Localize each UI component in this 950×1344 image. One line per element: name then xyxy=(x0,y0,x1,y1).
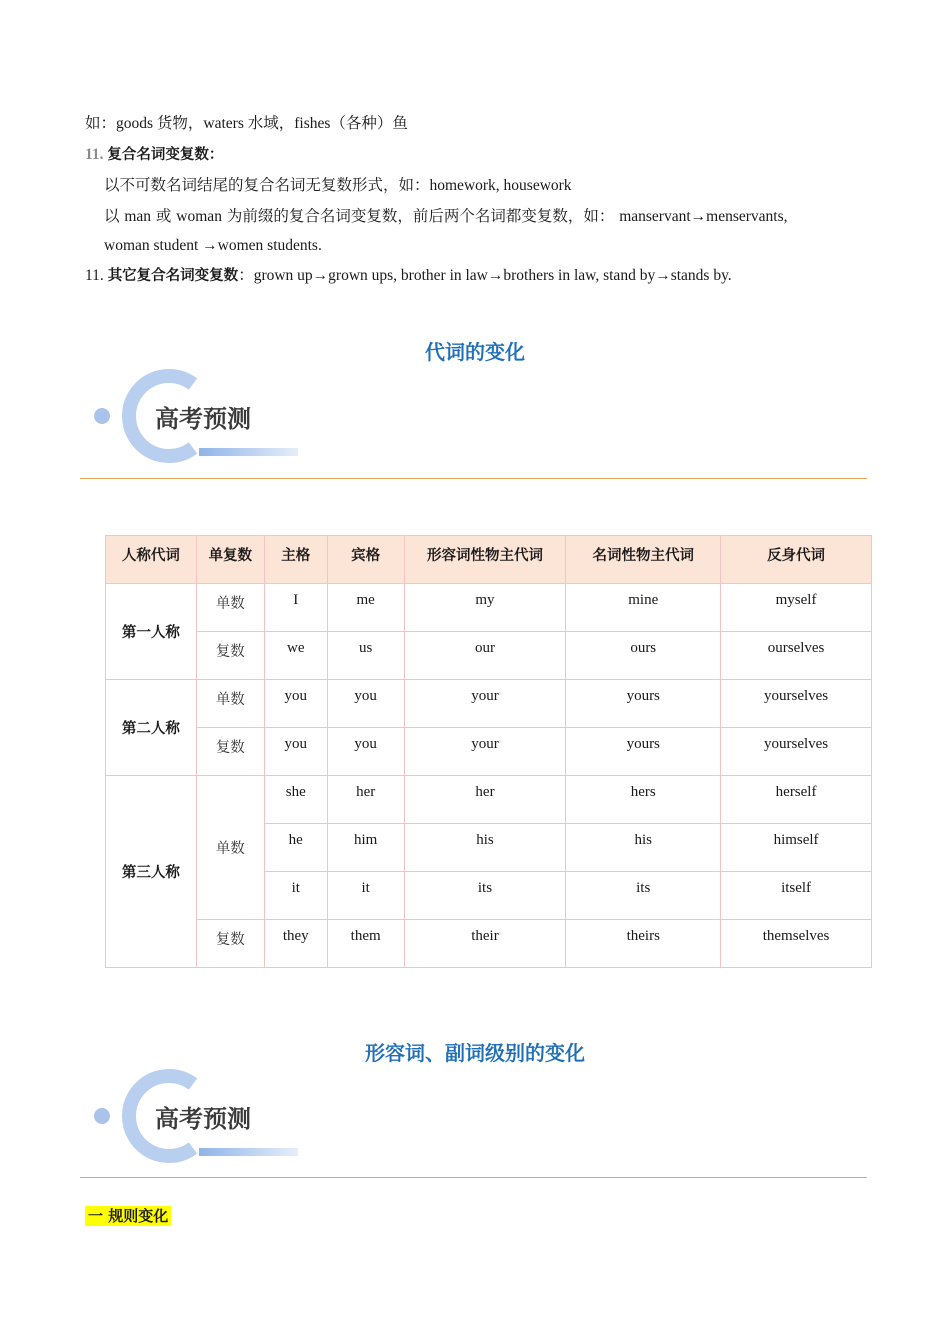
table-cell: it xyxy=(264,872,327,920)
table-cell: herself xyxy=(721,776,872,824)
table-header-row xyxy=(106,536,872,584)
number-label: 复数 xyxy=(196,728,264,776)
pronoun-table xyxy=(105,535,872,968)
exam-forecast-banner xyxy=(85,366,315,466)
table-cell: themselves xyxy=(721,920,872,968)
table-cell: you xyxy=(327,680,404,728)
table-cell: them xyxy=(327,920,404,968)
table-row xyxy=(106,680,872,728)
header-cell: 宾格 xyxy=(327,536,404,584)
table-cell: your xyxy=(404,728,566,776)
number-label: 单数 xyxy=(196,680,264,728)
table-cell: it xyxy=(327,872,404,920)
table-cell: theirs xyxy=(566,920,721,968)
table-cell: yours xyxy=(566,680,721,728)
table-row xyxy=(106,584,872,632)
number-label: 单数 xyxy=(196,584,264,632)
number-label: 复数 xyxy=(196,920,264,968)
table-cell: you xyxy=(264,728,327,776)
table-cell: me xyxy=(327,584,404,632)
item-paragraph: woman student →women students. xyxy=(104,237,322,254)
table-cell: ours xyxy=(566,632,721,680)
person-label: 第二人称 xyxy=(106,680,197,776)
item-paragraph: 以不可数名词结尾的复合名词无复数形式，如：homework, housework xyxy=(104,177,572,194)
table-cell: us xyxy=(327,632,404,680)
table-cell: himself xyxy=(721,824,872,872)
table-cell: you xyxy=(327,728,404,776)
table-cell: yours xyxy=(566,728,721,776)
example-line: 如：goods 货物，waters 水域，fishes（各种）鱼 xyxy=(85,115,408,132)
table-cell: her xyxy=(327,776,404,824)
number-label: 复数 xyxy=(196,632,264,680)
banner-bar xyxy=(199,1148,298,1156)
table-cell: their xyxy=(404,920,566,968)
table-cell: myself xyxy=(721,584,872,632)
header-cell: 主格 xyxy=(264,536,327,584)
table-cell: you xyxy=(264,680,327,728)
table-cell: hers xyxy=(566,776,721,824)
header-cell: 人称代词 xyxy=(106,536,197,584)
table-cell: its xyxy=(404,872,566,920)
table-cell: mine xyxy=(566,584,721,632)
table-cell: my xyxy=(404,584,566,632)
table-cell: our xyxy=(404,632,566,680)
header-cell: 反身代词 xyxy=(721,536,872,584)
item-compound-noun xyxy=(85,145,223,165)
number-label: 单数 xyxy=(196,776,264,920)
item-body: ：grown up→grown ups, brother in law→brothers in law, stand by→stands by. xyxy=(238,267,732,284)
dot-icon xyxy=(94,408,110,424)
table-cell: itself xyxy=(721,872,872,920)
header-cell: 形容词性物主代词 xyxy=(404,536,566,584)
banner-bar xyxy=(199,448,298,456)
item-title: 复合名词变复数： xyxy=(107,147,224,163)
item-paragraph: 以 man 或 woman 为前缀的复合名词变复数，前后两个名词都变复数，如： manservant→menservants, xyxy=(104,208,788,225)
section-title-pronouns: 代词的变化 xyxy=(425,340,525,364)
table-cell: yourselves xyxy=(721,728,872,776)
header-cell: 名词性物主代词 xyxy=(566,536,721,584)
table-cell: they xyxy=(264,920,327,968)
item-other-compound xyxy=(85,266,732,286)
table-row xyxy=(106,920,872,968)
table-cell: him xyxy=(327,824,404,872)
table-cell: his xyxy=(566,824,721,872)
table-row xyxy=(106,776,872,824)
person-label: 第三人称 xyxy=(106,776,197,968)
table-cell: we xyxy=(264,632,327,680)
banner-label: 高考预测 xyxy=(155,405,251,433)
table-cell: its xyxy=(566,872,721,920)
section-title-adjectives: 形容词、副词级别的变化 xyxy=(365,1041,585,1065)
table-cell: yourselves xyxy=(721,680,872,728)
item-title: 其它复合名词变复数 xyxy=(107,268,239,284)
table-row xyxy=(106,632,872,680)
section-divider xyxy=(80,478,867,479)
item-number: 11. xyxy=(85,146,104,163)
table-cell: your xyxy=(404,680,566,728)
dot-icon xyxy=(94,1108,110,1124)
table-cell: she xyxy=(264,776,327,824)
table-cell: ourselves xyxy=(721,632,872,680)
table-cell: he xyxy=(264,824,327,872)
exam-forecast-banner xyxy=(85,1066,315,1166)
table-cell: her xyxy=(404,776,566,824)
table-row xyxy=(106,728,872,776)
banner-label: 高考预测 xyxy=(155,1105,251,1133)
highlight-heading: 一 规则变化 xyxy=(85,1206,171,1226)
table-cell: his xyxy=(404,824,566,872)
person-label: 第一人称 xyxy=(106,584,197,680)
table-cell: I xyxy=(264,584,327,632)
header-cell: 单复数 xyxy=(196,536,264,584)
section-divider xyxy=(80,1177,867,1178)
item-number: 11. xyxy=(85,267,104,284)
